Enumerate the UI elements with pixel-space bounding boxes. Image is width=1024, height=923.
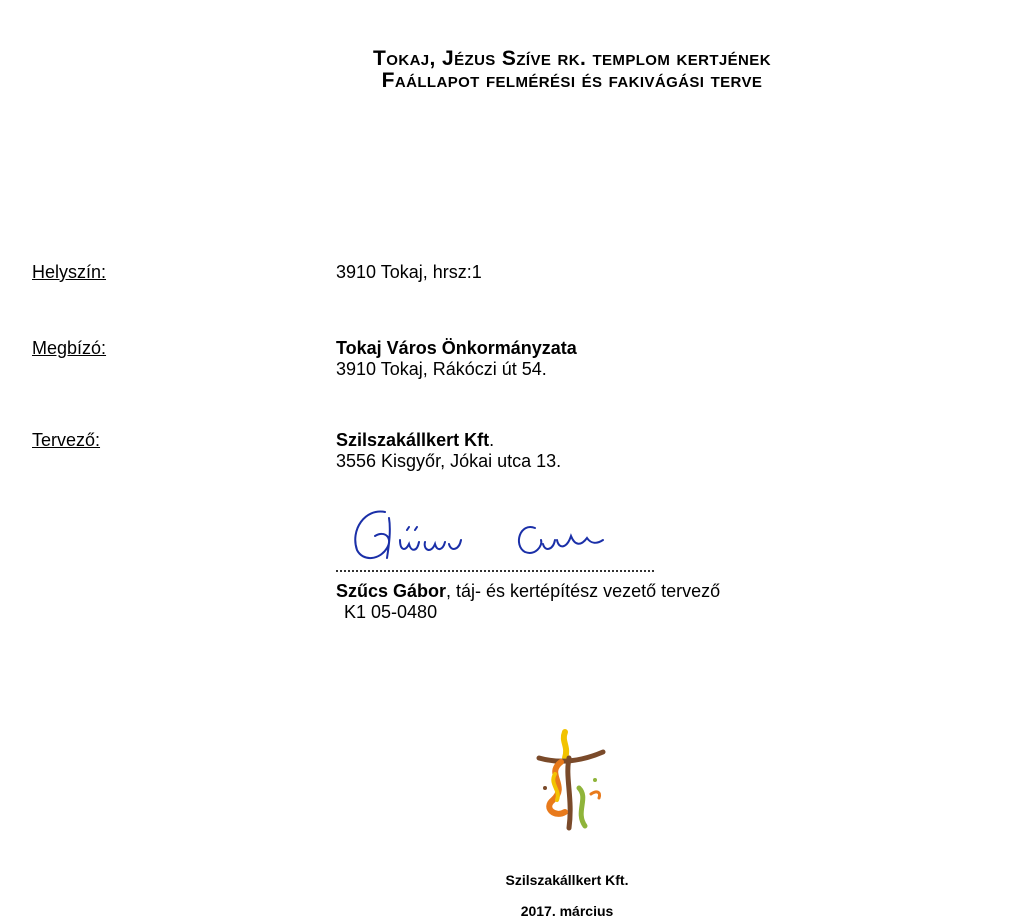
- designer-company-suffix: .: [489, 430, 495, 450]
- signature-image: [345, 500, 615, 570]
- location-label: Helyszín:: [32, 262, 107, 282]
- footer-date: 2017. március: [520, 903, 614, 919]
- client-name: [336, 338, 577, 358]
- designer-company-text: Szilszakállkert Kft: [336, 430, 490, 450]
- designer-person-line: [336, 581, 720, 601]
- designer-label: Tervező:: [32, 430, 101, 450]
- designer-license: K1 05-0480: [344, 602, 438, 622]
- designer-person-name: Szűcs Gábor: [336, 581, 447, 601]
- document-title-line-2: Faállapot felmérési és fakivágási terve: [381, 69, 763, 92]
- footer-company: Szilszakállkert Kft.: [505, 872, 629, 888]
- designer-person-role: , táj- és kertépítész vezető tervező: [446, 581, 721, 601]
- company-logo-icon: [525, 728, 615, 838]
- location-value: 3910 Tokaj, hrsz:1: [336, 262, 482, 282]
- designer-address: 3556 Kisgyőr, Jókai utca 13.: [336, 451, 562, 471]
- signature-line: [336, 566, 654, 572]
- designer-company: [336, 430, 494, 450]
- document-title-line-1: Tokaj, Jézus Szíve rk. templom kertjének: [373, 47, 771, 70]
- client-label: Megbízó:: [32, 338, 107, 358]
- client-address: 3910 Tokaj, Rákóczi út 54.: [336, 359, 547, 379]
- client-name-text: Tokaj Város Önkormányzata: [336, 338, 577, 358]
